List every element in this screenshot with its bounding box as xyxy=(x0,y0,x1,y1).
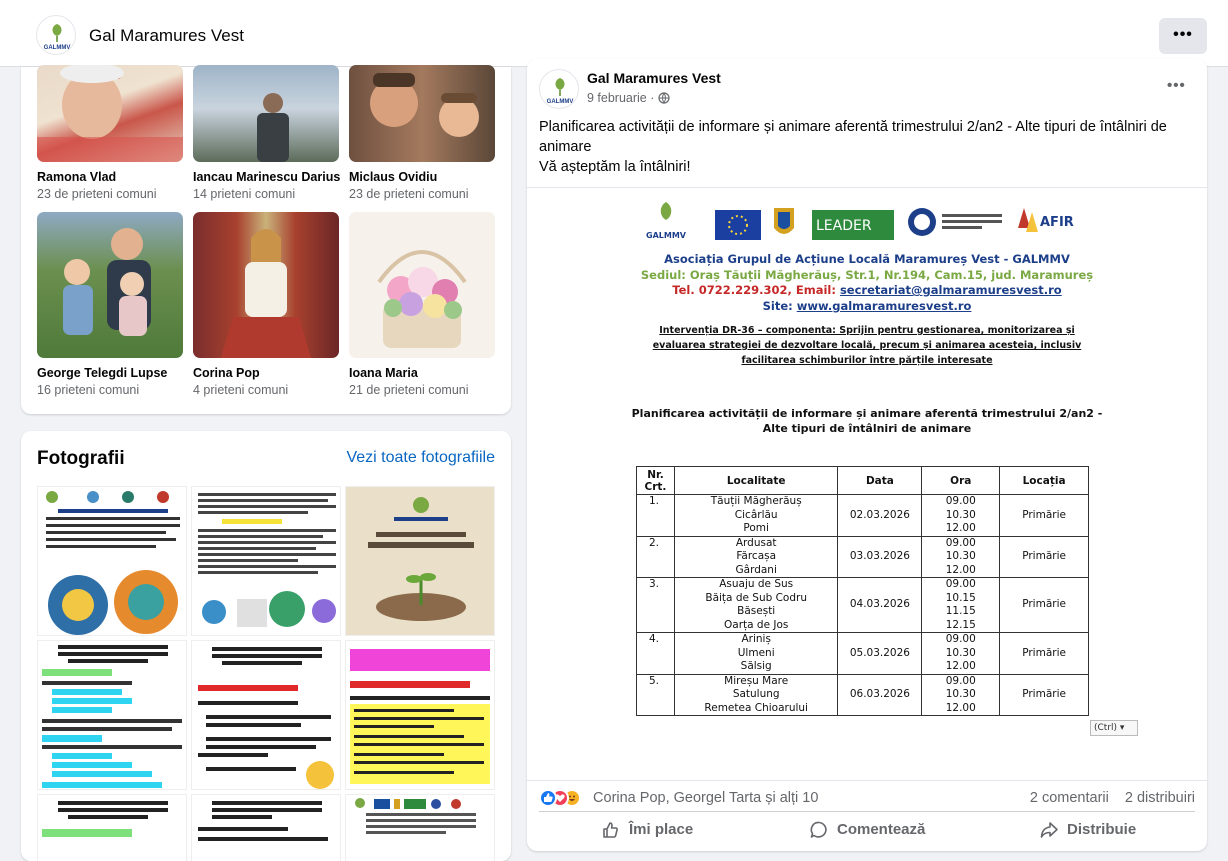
friend-mutual: 23 de prieteni comuni xyxy=(37,187,157,201)
post-card xyxy=(527,59,1207,851)
photo-thumb-image xyxy=(38,795,187,861)
thumbs-up-glyph-icon xyxy=(541,791,555,805)
cell-data: 04.03.2026 xyxy=(838,578,922,633)
cell-ora-line: 10.30 xyxy=(945,550,976,562)
reactions-text[interactable]: Corina Pop, Georgel Tarta și alți 10 xyxy=(593,790,819,806)
galmmv-logo-icon xyxy=(540,70,579,109)
cell-ora-line: 09.00 xyxy=(945,633,976,645)
photo-thumb[interactable] xyxy=(37,486,187,636)
cell-nr: 5. xyxy=(637,674,675,716)
post-text-line: Vă așteptăm la întâlniri! xyxy=(539,159,691,175)
table-row xyxy=(637,578,1089,633)
cell-ora-line: 12.00 xyxy=(945,563,976,576)
cell-localitate-line: Ulmeni xyxy=(737,646,775,659)
share-arrow-icon xyxy=(1039,820,1059,840)
photo-thumb-image xyxy=(346,795,495,861)
cell-nr: 3. xyxy=(637,578,675,633)
document-site-label: Site: xyxy=(762,299,797,313)
friend-photo[interactable] xyxy=(37,212,183,358)
share-button-label: Distribuie xyxy=(1067,820,1137,838)
table-header-data: Data xyxy=(838,467,922,495)
cell-localitate xyxy=(674,674,838,716)
post-date: 9 februarie · xyxy=(587,91,670,105)
table-row xyxy=(637,674,1089,716)
document-site-url: www.galmaramuresvest.ro xyxy=(796,299,972,313)
table-header-locatia: Locația xyxy=(1000,467,1089,495)
romania-coat-of-arms-icon xyxy=(774,208,794,234)
cell-ora-line: 09.00 xyxy=(945,495,976,507)
post-more-button[interactable]: ••• xyxy=(1167,77,1186,94)
photo-thumb[interactable] xyxy=(191,486,341,636)
post-actions xyxy=(539,811,1195,851)
cell-locatia: Primărie xyxy=(1000,536,1089,578)
cell-localitate-line: Satulung xyxy=(732,688,780,700)
cell-locatia: Primărie xyxy=(1000,495,1089,537)
leader-logo-icon xyxy=(812,210,894,240)
shares-count[interactable]: 2 distribuiri xyxy=(1124,790,1195,806)
friend-photo[interactable] xyxy=(193,212,339,358)
afir-logo-label: AFIR xyxy=(1040,215,1074,230)
post-author-name[interactable]: Gal Maramures Vest xyxy=(587,70,721,86)
cell-locatia: Primărie xyxy=(1000,674,1089,716)
friend-item[interactable] xyxy=(349,212,495,397)
schedule-table-body xyxy=(637,495,1089,716)
like-reaction-icon xyxy=(539,789,557,807)
table-header-ora: Ora xyxy=(922,467,1000,495)
thumbs-up-icon xyxy=(601,820,621,840)
photo-thumb-image xyxy=(38,487,187,636)
comment-button[interactable] xyxy=(809,820,925,840)
friend-name[interactable]: George Telegdi Lupse xyxy=(37,366,168,380)
document-intervention: Intervenția DR-36 – componenta: Sprijin pentru gestionarea, monitorizarea și evaluarea strategiei de dezvoltare locală, precum și animarea acesteia, inclusiv facilitarea schimburilor între părțile interesate xyxy=(652,325,1082,366)
table-header-row xyxy=(637,467,1089,495)
cell-ora-line: 10.15 xyxy=(945,591,976,604)
cell-localitate xyxy=(674,578,838,633)
friend-mutual: 14 prieteni comuni xyxy=(193,187,296,201)
more-options-button[interactable]: ••• xyxy=(1159,18,1207,54)
photos-title: Fotografii xyxy=(37,448,125,469)
like-button[interactable] xyxy=(601,820,693,840)
svg-text:GALMMV: GALMMV xyxy=(43,45,71,51)
svg-text:GALMMV: GALMMV xyxy=(546,99,574,105)
friend-mutual: 4 prieteni comuni xyxy=(193,383,289,397)
schedule-table xyxy=(636,466,1089,716)
friend-name[interactable]: Miclaus Ovidiu xyxy=(349,170,438,184)
friend-photo[interactable] xyxy=(349,212,495,358)
photo-thumb-image xyxy=(38,641,187,790)
globe-icon xyxy=(658,92,670,104)
table-row xyxy=(637,633,1089,675)
post-image[interactable] xyxy=(527,187,1207,781)
friend-name[interactable]: Ioana Maria xyxy=(349,366,418,380)
reactions-summary[interactable] xyxy=(539,789,818,807)
cell-localitate-line: Gârdani xyxy=(735,563,777,576)
document-image xyxy=(527,188,1207,782)
document-contact xyxy=(527,283,1207,297)
table-header-localitate: Localitate xyxy=(674,467,838,495)
friend-item[interactable] xyxy=(349,65,495,201)
cell-localitate-line: Fărcașa xyxy=(736,550,777,562)
friend-photo[interactable] xyxy=(37,65,183,162)
galmmv-logo-icon xyxy=(37,16,76,55)
cell-ora-line: 10.30 xyxy=(945,508,976,521)
cell-ora-line: 10.30 xyxy=(945,646,976,659)
leader-logo-label: LEADER xyxy=(816,218,872,234)
comment-bubble-icon xyxy=(809,820,829,840)
friend-name[interactable]: Ramona Vlad xyxy=(37,170,117,184)
cell-nr: 2. xyxy=(637,536,675,578)
cell-ora xyxy=(922,495,1000,537)
friend-mutual: 21 de prieteni comuni xyxy=(349,383,469,397)
cell-ora-line: 09.00 xyxy=(945,536,976,549)
cell-localitate-line: Oarța de Jos xyxy=(724,618,789,631)
cell-localitate-line: Ardusat xyxy=(735,536,777,549)
cell-localitate-line: Ariniș xyxy=(741,633,771,645)
table-row xyxy=(637,495,1089,537)
friend-item[interactable] xyxy=(193,65,339,201)
document-email: secretariat@galmaramuresvest.ro xyxy=(839,283,1062,297)
friend-item[interactable] xyxy=(37,65,183,201)
cell-localitate-line: Băița de Sub Codru xyxy=(705,591,807,604)
post-text-line: Planificarea activității de informare și animare aferentă trimestrului 2/an2 - Alte tipuri de întâlniri de animare xyxy=(539,119,1167,155)
partner-logos xyxy=(642,198,1092,250)
friend-mutual: 16 prieteni comuni xyxy=(37,383,140,397)
friend-photo-image xyxy=(37,212,183,358)
table-header-nr: Nr. Crt. xyxy=(637,467,675,495)
friend-photo-image xyxy=(193,65,339,162)
cell-localitate xyxy=(674,495,838,537)
cell-localitate xyxy=(674,536,838,578)
document-site xyxy=(527,299,1207,313)
comments-count[interactable]: 2 comentarii xyxy=(1029,790,1109,806)
post-author-avatar[interactable] xyxy=(539,69,579,109)
friend-photo-image xyxy=(37,65,183,162)
cell-nr: 1. xyxy=(637,495,675,537)
galmmv-logo-icon xyxy=(646,202,687,240)
cell-localitate-line: Remetea Chioarului xyxy=(704,701,808,714)
cell-ora xyxy=(922,674,1000,716)
afir-logo-icon xyxy=(1018,208,1074,232)
cell-ora-line: 10.30 xyxy=(945,688,976,700)
cell-data: 06.03.2026 xyxy=(838,674,922,716)
photo-thumb[interactable] xyxy=(37,640,187,790)
cell-ora-line: 12.00 xyxy=(945,701,976,714)
see-all-photos-link[interactable]: Vezi toate fotografiile xyxy=(346,449,495,466)
ministry-logo-icon xyxy=(908,208,1002,236)
page-title[interactable]: Gal Maramures Vest xyxy=(89,26,244,45)
friend-photo-image xyxy=(349,65,495,162)
cell-data: 03.03.2026 xyxy=(838,536,922,578)
galmmv-logo-label: GALMMV xyxy=(646,231,686,240)
friend-photo-image xyxy=(349,212,495,358)
friend-photo[interactable] xyxy=(193,65,339,162)
page-logo[interactable] xyxy=(36,15,76,55)
cell-ora xyxy=(922,578,1000,633)
photo-thumb[interactable] xyxy=(191,640,341,790)
cell-localitate-line: Cicârlău xyxy=(734,508,778,521)
cell-localitate xyxy=(674,633,838,675)
photo-thumb[interactable] xyxy=(345,640,495,790)
friend-mutual: 23 de prieteni comuni xyxy=(349,187,469,201)
document-seat: Sediul: Oraș Tăuții Măgherăuș, Str.1, Nr.194, Cam.15, jud. Maramureș xyxy=(640,268,1094,282)
cell-ora-line: 12.00 xyxy=(945,660,976,672)
friends-card xyxy=(21,67,511,414)
friend-name[interactable]: Corina Pop xyxy=(193,366,260,380)
comment-button-label: Comentează xyxy=(837,820,926,838)
post-date-text[interactable]: 9 februarie xyxy=(587,91,647,105)
cell-ora-line: 09.00 xyxy=(945,578,976,590)
document-plan-title: Planificarea activității de informare și animare aferentă trimestrului 2/an2 - Alte tipuri de întâlniri de animare xyxy=(631,407,1103,435)
photo-thumb[interactable] xyxy=(345,486,495,636)
photo-thumb-image xyxy=(346,641,495,790)
post-text xyxy=(539,117,1199,177)
cell-ora-line: 12.15 xyxy=(945,618,976,631)
friend-photo-image xyxy=(193,212,339,358)
cell-ora xyxy=(922,633,1000,675)
cell-localitate-line: Tăuții Măgherăuș xyxy=(710,495,802,507)
table-row xyxy=(637,536,1089,578)
cell-ora-line: 09.00 xyxy=(945,674,976,687)
photo-thumb-image xyxy=(192,487,341,636)
document-association: Asociația Grupul de Acțiune Locală Maramureș Vest - GALMMV xyxy=(664,252,1070,266)
photos-card xyxy=(21,431,511,861)
cell-locatia: Primărie xyxy=(1000,578,1089,633)
friend-item[interactable] xyxy=(37,212,183,397)
cell-localitate-line: Sălsig xyxy=(740,660,772,672)
photo-thumb-image xyxy=(192,795,341,861)
share-button[interactable] xyxy=(1039,820,1136,840)
post-stats xyxy=(1018,790,1195,806)
friend-item[interactable] xyxy=(193,212,339,397)
cell-ora xyxy=(922,536,1000,578)
friend-name[interactable]: Iancau Marinescu Darius xyxy=(193,170,341,184)
friend-photo[interactable] xyxy=(349,65,495,162)
cell-localitate-line: Asuaju de Sus xyxy=(719,578,794,590)
cell-localitate-line: Băsești xyxy=(737,605,776,617)
paste-options-button: (Ctrl) ▾ xyxy=(1090,720,1138,736)
document-phone: Tel. 0722.229.302, Email: xyxy=(672,283,840,297)
cell-ora-line: 11.15 xyxy=(945,605,976,617)
photo-thumb-image xyxy=(192,641,341,790)
cell-locatia: Primărie xyxy=(1000,633,1089,675)
cell-data: 05.03.2026 xyxy=(838,633,922,675)
cell-data: 02.03.2026 xyxy=(838,495,922,537)
cell-nr: 4. xyxy=(637,633,675,675)
cell-localitate-line: Pomi xyxy=(743,522,769,534)
cell-localitate-line: Mireșu Mare xyxy=(724,674,789,687)
photo-thumb-image xyxy=(346,487,495,636)
eu-flag-icon xyxy=(715,210,761,240)
page-header xyxy=(0,0,1228,67)
like-button-label: Îmi place xyxy=(629,820,694,838)
cell-ora-line: 12.00 xyxy=(945,522,976,534)
